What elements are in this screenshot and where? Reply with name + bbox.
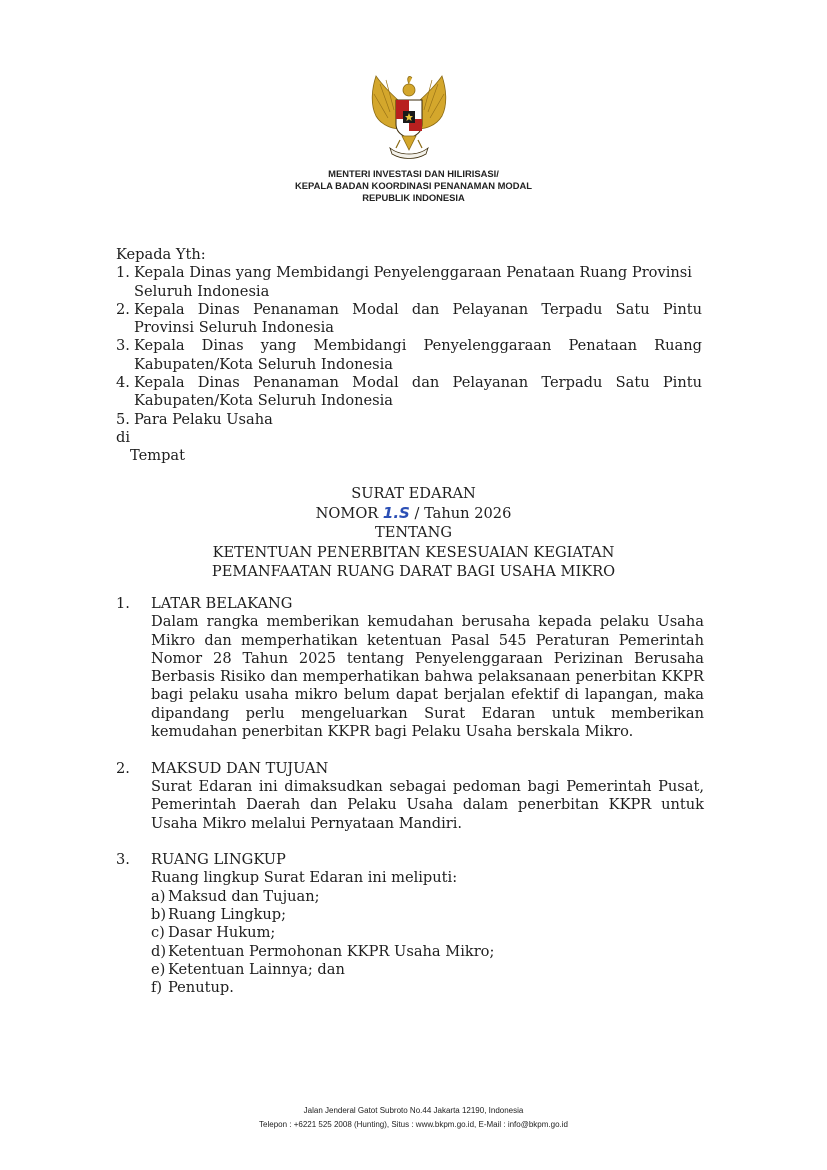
list-label: b) — [151, 906, 167, 924]
section-heading: MAKSUD DAN TUJUAN — [151, 759, 329, 777]
section-heading: RUANG LINGKUP — [151, 851, 286, 869]
section-number: 1. — [116, 595, 130, 612]
section-heading: LATAR BELAKANG — [151, 595, 293, 612]
list-item — [151, 906, 704, 924]
recipient-number: 2. — [116, 300, 130, 318]
list-label: d) — [151, 942, 167, 960]
section-body: Dalam rangka memberikan kemudahan berusaha kepada pelaku Usaha Mikro dan memperhatikan ketentuan Pasal 545 Peraturan Pemerintah Nomor 28 Tahun 2025 tentang Penyelenggaraan Perizinan Berusaha Berbasis Risiko dan memperhatikan bahwa pelaksanaan penerbitan KKPR bagi pelaku usaha mikro belum dapat berjalan efektif di lapangan, maka dipandang perlu mengeluarkan Surat Edaran untuk memberikan kemudahan penerbitan KKPR bagi Pelaku Usaha berskala Mikro. — [151, 613, 704, 741]
recipient-item — [116, 264, 702, 301]
salutation: Kepada Yth: — [116, 246, 206, 263]
garuda-pancasila-emblem-icon — [362, 70, 456, 162]
footer-address: Jalan Jenderal Gatot Subroto No.44 Jakarta 12190, Indonesia — [303, 1106, 524, 1115]
footer-contact: Telepon : +6221 525 2008 (Hunting), Situs : www.bkpm.go.id, E-Mail : info@bkpm.go.id — [259, 1120, 568, 1129]
recipient-text-cont: Seluruh Indonesia — [134, 282, 270, 300]
recipient-number: 5. — [116, 410, 130, 428]
section-ruang-lingkup — [116, 851, 704, 997]
recipient-text: Kepala Dinas yang Membidangi Penyelenggaraan Penataan Ruang Provinsi — [134, 264, 692, 282]
footer — [0, 1104, 827, 1132]
section-number: 3. — [116, 851, 130, 869]
recipient-text-cont: Kabupaten/Kota Seluruh Indonesia — [134, 355, 394, 373]
list-item — [151, 961, 704, 979]
title-nomor — [0, 504, 827, 524]
document-title — [0, 484, 827, 582]
list-item — [151, 888, 704, 906]
nomor-handwritten: 1.S — [382, 503, 410, 522]
list-item — [151, 943, 704, 961]
recipient-text: Kepala Dinas Penanaman Modal dan Pelayanan Terpadu Satu Pintu — [134, 300, 702, 318]
letterhead-line-1: MENTERI INVESTASI DAN HILIRISASI/ — [328, 168, 499, 179]
section-body: Surat Edaran ini dimaksudkan sebagai pedoman bagi Pemerintah Pusat, Pemerintah Daerah dan Pelaku Usaha dalam penerbitan KKPR untuk Usaha Mikro melalui Pernyataan Mandiri. — [151, 777, 704, 832]
recipient-text: Para Pelaku Usaha — [134, 410, 273, 428]
list-text: Maksud dan Tujuan; — [168, 887, 320, 905]
list-item — [151, 924, 704, 942]
letterhead — [0, 168, 827, 204]
letterhead-line-3: REPUBLIK INDONESIA — [362, 192, 465, 203]
section-number: 2. — [116, 759, 130, 777]
recipient-text: Kepala Dinas Penanaman Modal dan Pelayanan Terpadu Satu Pintu — [134, 374, 702, 392]
title-line-5: PEMANFAATAN RUANG DARAT BAGI USAHA MIKRO — [211, 563, 616, 580]
recipient-text-cont: Kabupaten/Kota Seluruh Indonesia — [134, 392, 394, 410]
recipient-text-cont: Provinsi Seluruh Indonesia — [134, 319, 334, 337]
scope-list — [151, 888, 704, 998]
nomor-prefix: NOMOR — [315, 504, 379, 522]
title-line-4: KETENTUAN PENERBITAN KESESUAIAN KEGIATAN — [212, 543, 615, 561]
title-line-3: TENTANG — [374, 524, 453, 541]
recipient-number: 4. — [116, 374, 130, 392]
nomor-suffix: / Tahun 2026 — [414, 504, 512, 522]
recipient-item — [116, 301, 702, 338]
list-text: Dasar Hukum; — [168, 924, 276, 942]
recipient-item — [116, 411, 702, 429]
list-label: a) — [151, 887, 166, 905]
recipient-number: 3. — [116, 337, 130, 355]
list-text: Ruang Lingkup; — [168, 906, 287, 924]
list-label: f) — [151, 979, 163, 997]
title-line-1: SURAT EDARAN — [351, 485, 476, 502]
recipient-item — [116, 374, 702, 411]
tempat-label: Tempat — [130, 447, 185, 465]
list-text: Penutup. — [168, 979, 234, 997]
letterhead-line-2: KEPALA BADAN KOORDINASI PENANAMAN MODAL — [295, 180, 532, 191]
di-label: di — [116, 428, 131, 446]
list-label: c) — [151, 924, 165, 942]
list-label: e) — [151, 960, 166, 978]
recipient-item — [116, 337, 702, 374]
section-latar-belakang — [116, 595, 704, 741]
recipient-text: Kepala Dinas yang Membidangi Penyelenggaraan Penataan Ruang — [134, 337, 702, 355]
section-maksud-tujuan — [116, 760, 704, 833]
recipient-block — [116, 246, 702, 466]
list-item — [151, 979, 704, 997]
list-text: Ketentuan Lainnya; dan — [168, 960, 345, 978]
recipient-number: 1. — [116, 264, 130, 282]
section-intro: Ruang lingkup Surat Edaran ini meliputi: — [151, 869, 458, 887]
list-text: Ketentuan Permohonan KKPR Usaha Mikro; — [168, 942, 495, 960]
sections — [116, 595, 704, 1016]
